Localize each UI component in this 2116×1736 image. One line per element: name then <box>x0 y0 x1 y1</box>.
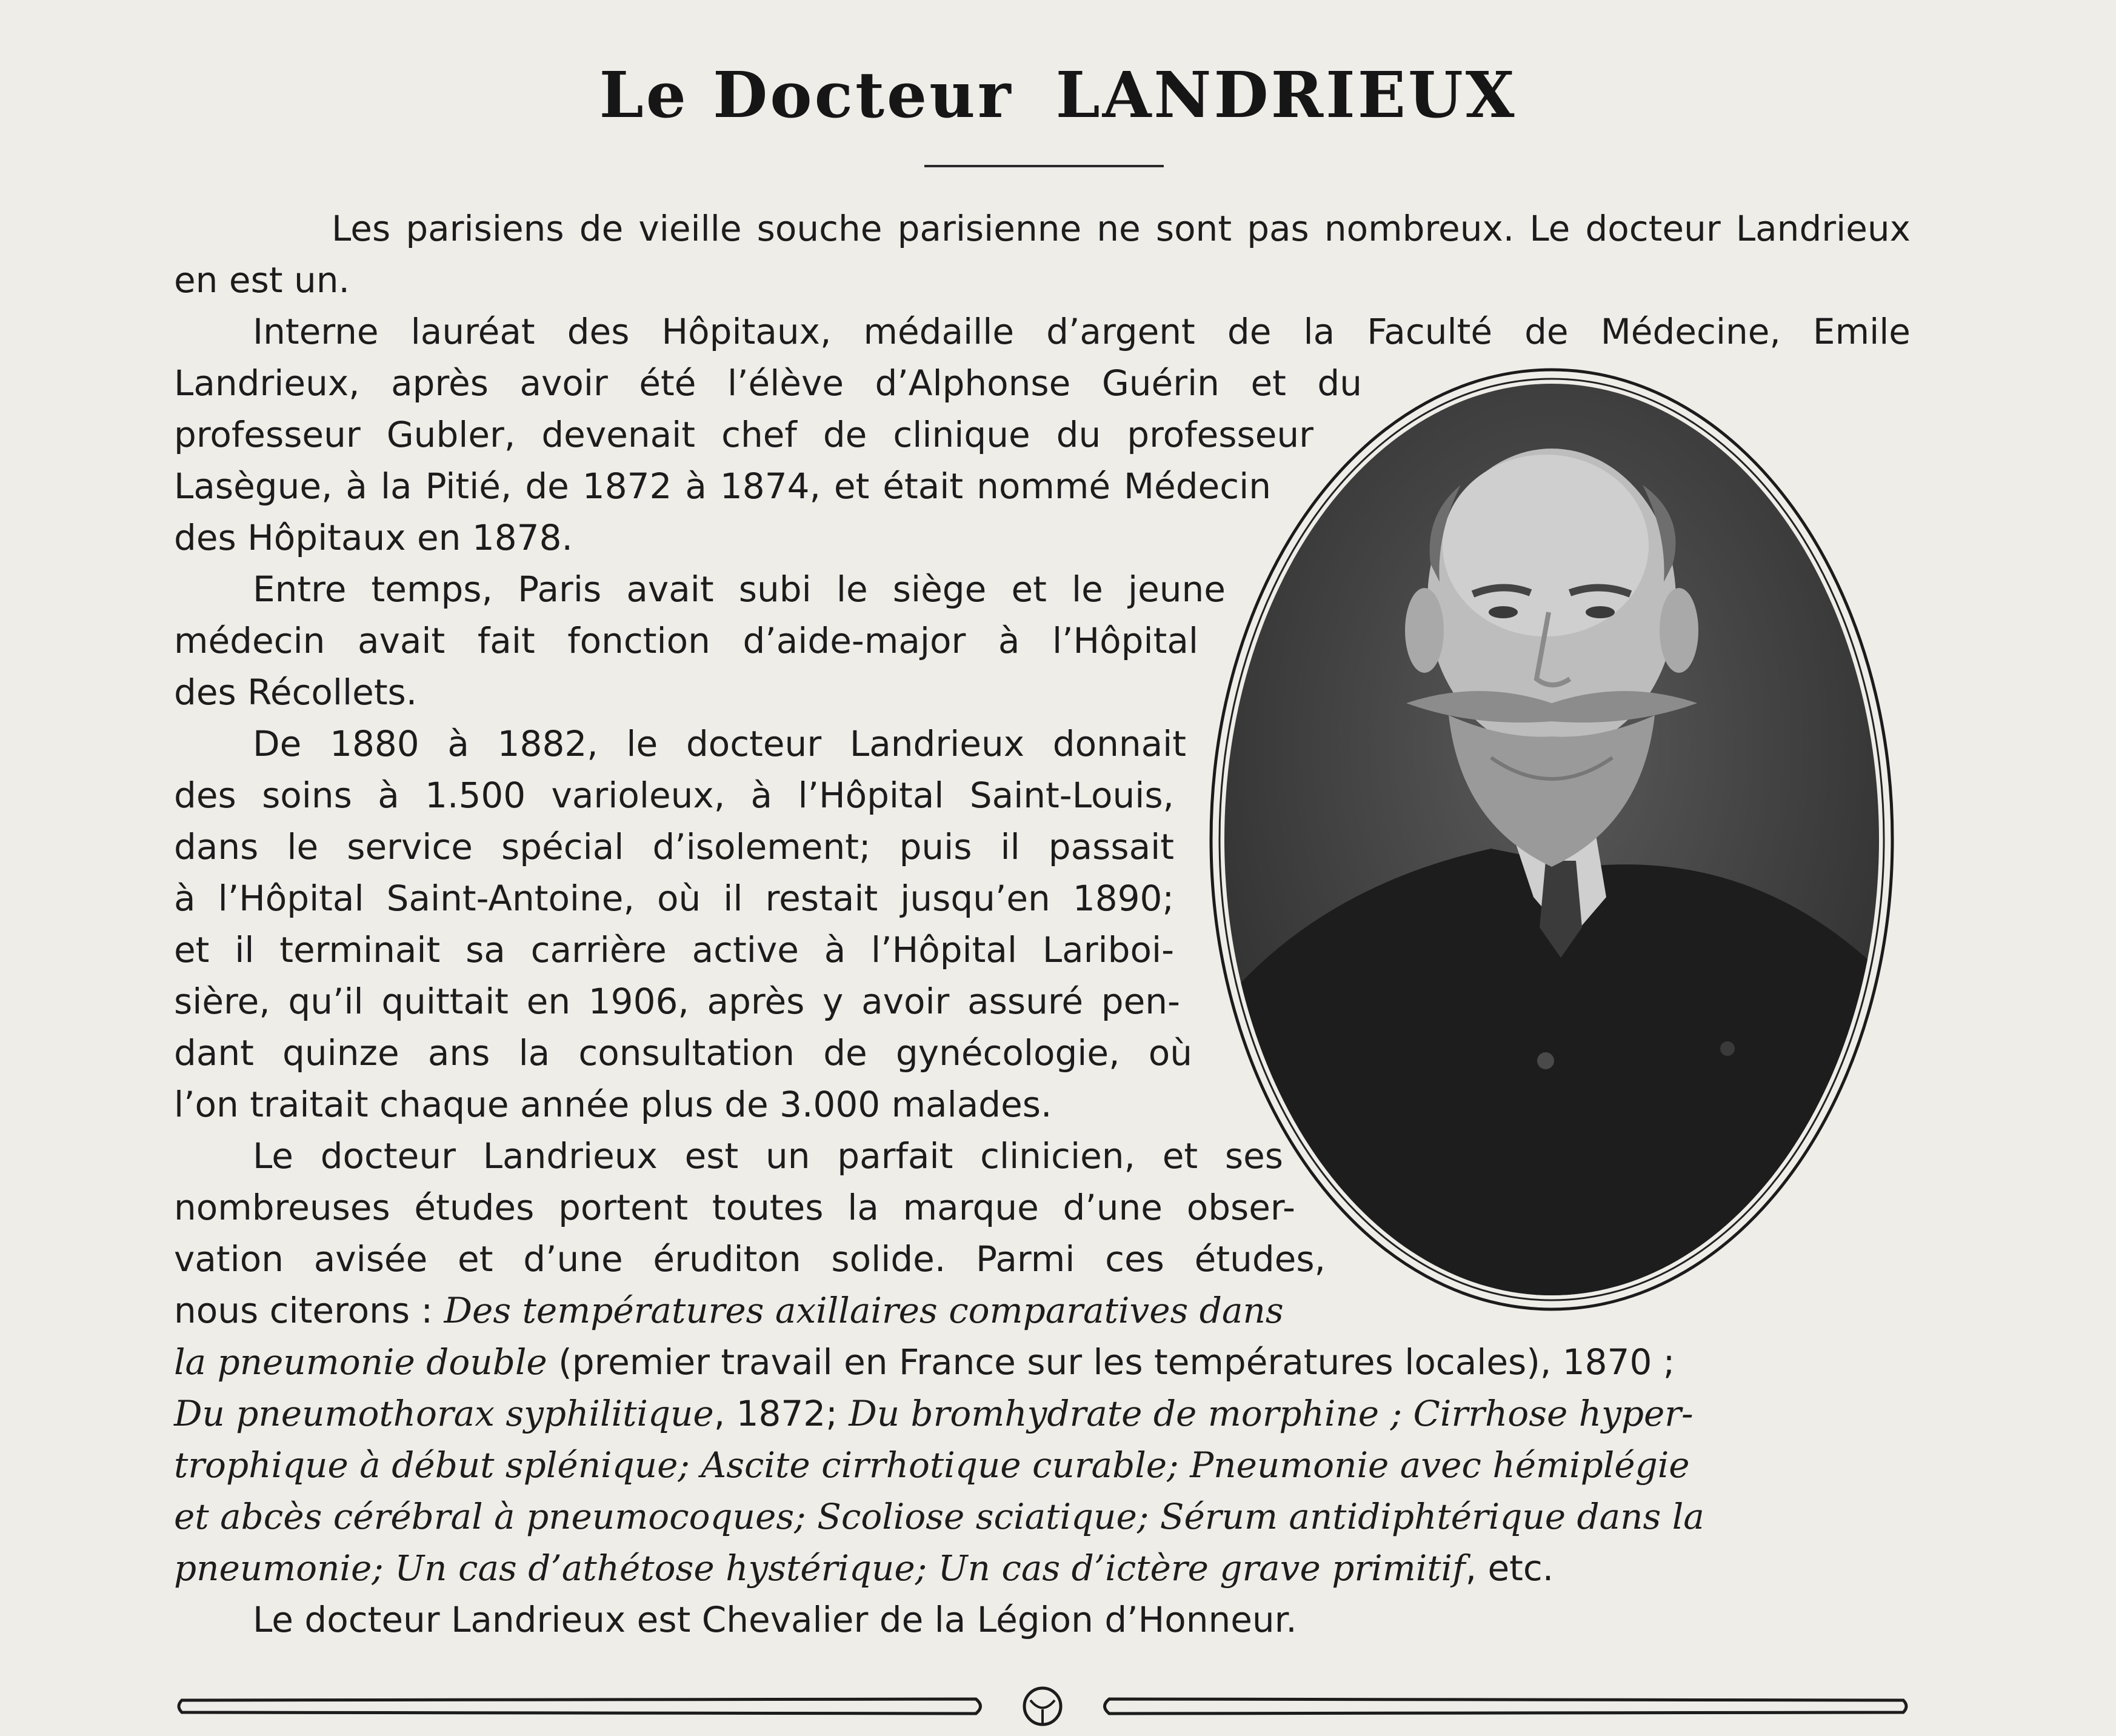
p6-line: Le docteur Landrieux est Chevalier de la Légion d’Honneur. <box>253 1599 1297 1640</box>
title-prefix: Le Docteur <box>599 58 1013 132</box>
p4-line: De 1880 à 1882, le docteur Landrieux donnait <box>253 723 1186 764</box>
p5-title-italic: Du bromhydrate de morphine ; Cirrhose hyper- <box>849 1393 1694 1434</box>
p5-text: nous citerons : <box>174 1290 444 1331</box>
p1-line: Les parisiens de vieille souche parisienne ne sont pas nombreux. Le docteur Landrieux <box>332 208 1911 249</box>
p2-line: Interne lauréat des Hôpitaux, médaille d’argent de la Faculté de Médecine, Emile <box>253 311 1911 352</box>
p2-line: Lasègue, à la Pitié, de 1872 à 1874, et était nommé Médecin <box>174 466 1271 507</box>
p4-line: dant quinze ans la consultation de gynécologie, où <box>174 1032 1192 1073</box>
p5-title-italic: la pneumonie double <box>174 1341 547 1383</box>
p4-line: l’on traitait chaque année plus de 3.000 malades. <box>174 1084 1052 1125</box>
p5-line <box>174 1543 1911 1594</box>
page-title <box>0 58 2116 132</box>
p3-line: des Récollets. <box>174 672 418 713</box>
p5-line <box>174 1388 1911 1440</box>
p5-text: , 1872; <box>713 1393 849 1434</box>
p2-line: Landrieux, après avoir été l’élève d’Alphonse Guérin et du <box>174 362 1362 404</box>
title-name: LANDRIEUX <box>1055 58 1517 132</box>
p5-line: Le docteur Landrieux est un parfait clinicien, et ses <box>253 1135 1283 1177</box>
oval-portrait-photo <box>1206 364 1897 1315</box>
p3-line: médecin avait fait fonction d’aide-major à l’Hôpital <box>174 620 1198 661</box>
p4-line: des soins à 1.500 varioleux, à l’Hôpital Saint-Louis, <box>174 775 1174 816</box>
title-rule <box>924 165 1164 167</box>
p5-text: (premier travail en France sur les températures locales), 1870 ; <box>547 1341 1675 1383</box>
p5-line: et abcès cérébral à pneumocoques; Scoliose sciatique; Sérum antidiphtérique dans la <box>174 1496 1704 1537</box>
p4-line: sière, qu’il quittait en 1906, après y avoir assuré pen- <box>174 981 1180 1022</box>
p5-title-italic: pneumonie; Un cas d’athétose hystérique; Un cas d’ictère grave primitif <box>174 1547 1466 1589</box>
p5-line: nombreuses études portent toutes la marque d’une obser- <box>174 1187 1295 1228</box>
p4-line: et il terminait sa carrière active à l’Hôpital Lariboi- <box>174 929 1174 970</box>
p2-line: des Hôpitaux en 1878. <box>174 517 573 558</box>
p4-line: à l’Hôpital Saint-Antoine, où il restait jusqu’en 1890; <box>174 878 1174 919</box>
p5-title-italic: Du pneumothorax syphilitique <box>174 1393 714 1434</box>
p5-line: vation avisée et d’une éruditon solide. Parmi ces études, <box>174 1238 1326 1280</box>
p5-line: trophique à début splénique; Ascite cirrhotique curable; Pneumonie avec hémiplégie <box>174 1444 1690 1486</box>
p2-line: professeur Gubler, devenait chef de clinique du professeur <box>174 414 1313 455</box>
p3-line: Entre temps, Paris avait subi le siège et le jeune <box>253 569 1226 610</box>
p4-line: dans le service spécial d’isolement; puis il passait <box>174 826 1174 867</box>
decorative-rule-icon <box>176 1682 1909 1731</box>
p5-text: , etc. <box>1465 1547 1554 1589</box>
p5-title-italic: Des températures axillaires comparatives dans <box>444 1290 1284 1331</box>
p1-line: en est un. <box>174 259 350 301</box>
p5-line <box>174 1337 1911 1388</box>
